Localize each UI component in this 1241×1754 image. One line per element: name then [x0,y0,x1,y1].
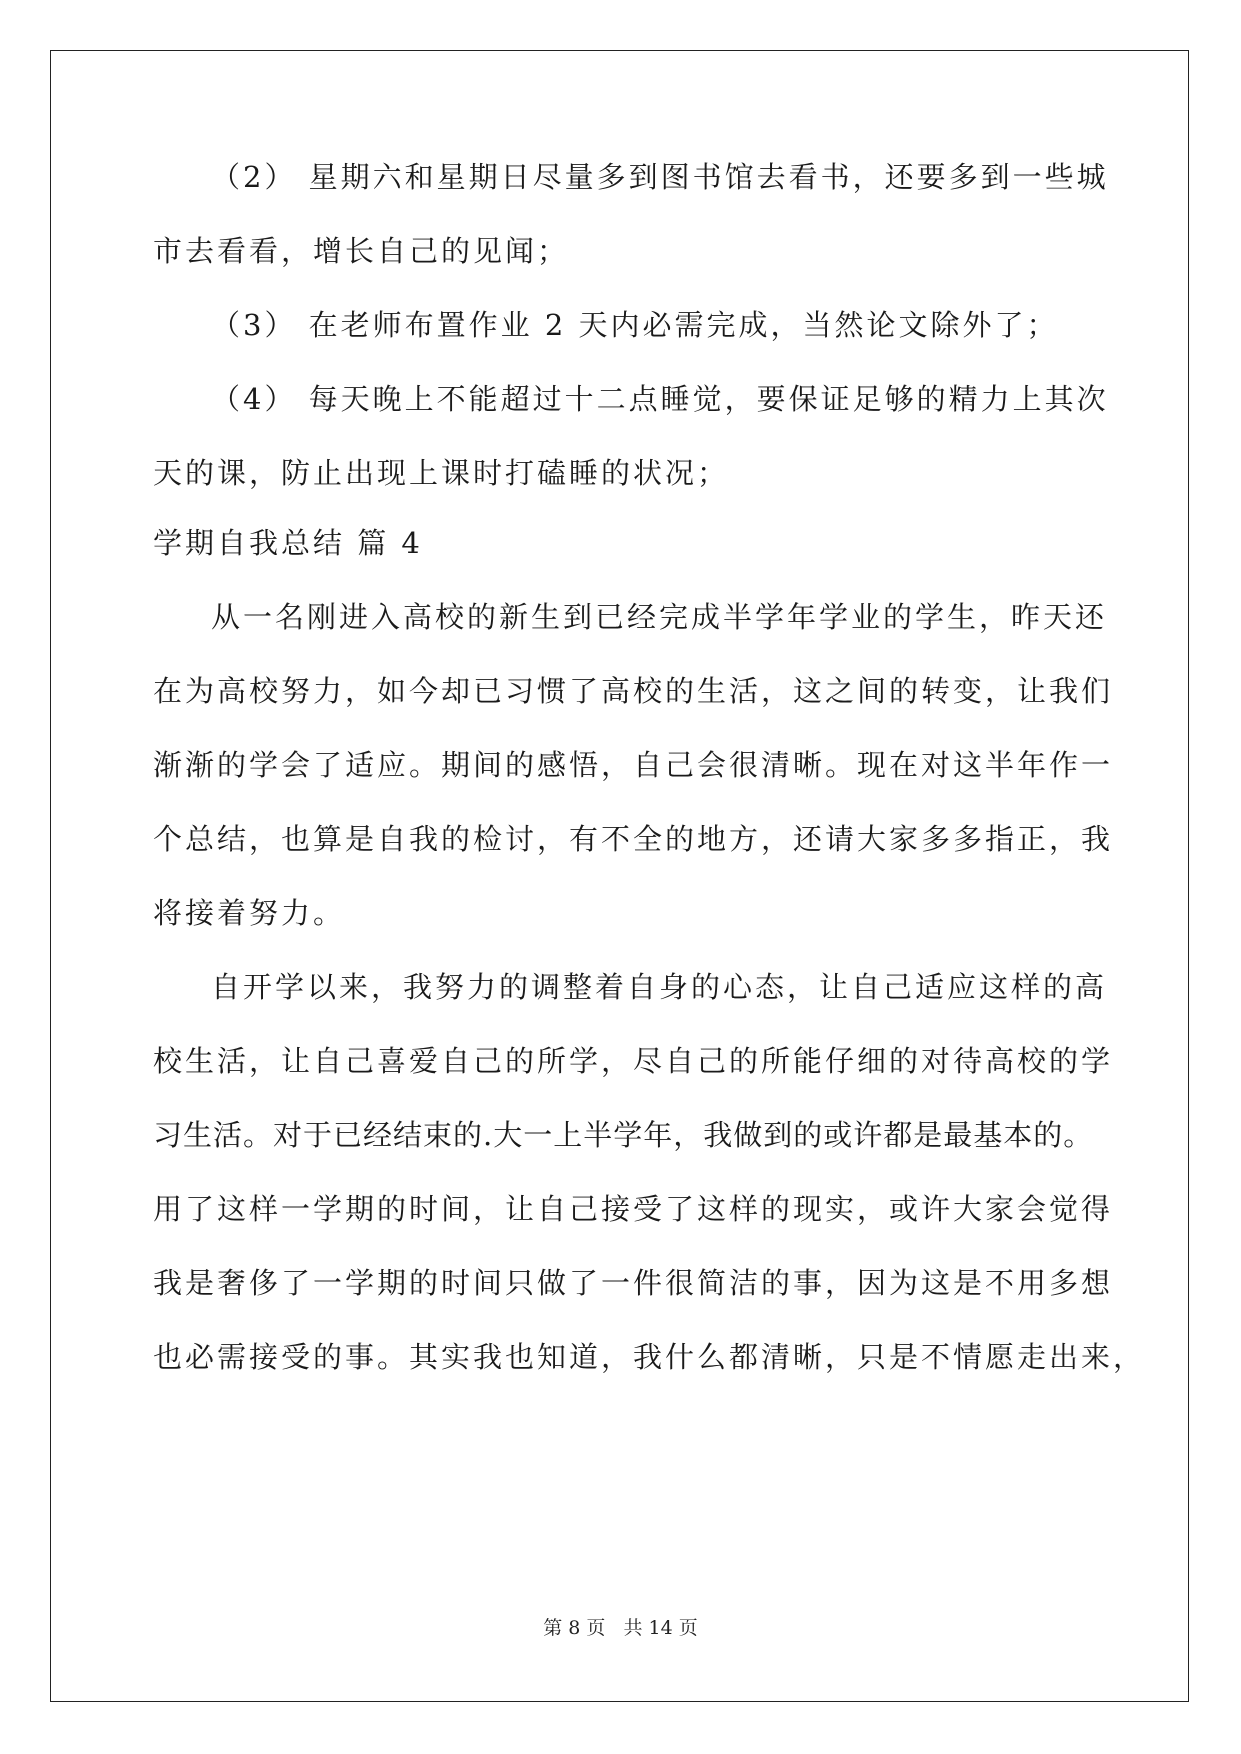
page-footer [0,1613,1241,1640]
page-number: 第 8 页 [543,1617,606,1639]
paragraph-line: 将接着努力。 [153,896,346,930]
paragraph-line: 在为高校努力，如今却已习惯了高校的生活，这之间的转变，让我们 [153,674,1114,708]
paragraph-line: 从一名刚进入高校的新生到已经完成半学年学业的学生，昨天还 [211,600,1108,634]
section-heading: 学期自我总结 篇 4 [153,526,423,560]
page-border [50,50,1189,1702]
paragraph-line: （3） 在老师布置作业 2 天内必需完成，当然论文除外了； [211,308,1059,342]
paragraph-line: 自开学以来，我努力的调整着自身的心态，让自己适应这样的高 [211,970,1108,1004]
paragraph-line: 天的课，防止出现上课时打磕睡的状况； [153,456,730,490]
paragraph-line: 用了这样一学期的时间，让自己接受了这样的现实，或许大家会觉得 [153,1192,1114,1226]
total-pages: 共 14 页 [623,1617,698,1639]
paragraph-line: 习生活。对于已经结束的.大一上半学年，我做到的或许都是最基本的。 [153,1118,1094,1152]
paragraph-line: 渐渐的学会了适应。期间的感悟，自己会很清晰。现在对这半年作一 [153,748,1114,782]
paragraph-line: （4） 每天晚上不能超过十二点睡觉，要保证足够的精力上其次 [211,382,1109,416]
paragraph-line: 校生活，让自己喜爱自己的所学，尽自己的所能仔细的对待高校的学 [153,1044,1114,1078]
paragraph-line: 市去看看，增长自己的见闻； [153,234,570,268]
paragraph-line: 也必需接受的事。其实我也知道，我什么都清晰，只是不情愿走出来， [153,1340,1146,1374]
paragraph-line: 个总结，也算是自我的检讨，有不全的地方，还请大家多多指正，我 [153,822,1114,856]
paragraph-line: 我是奢侈了一学期的时间只做了一件很简洁的事，因为这是不用多想 [153,1266,1114,1300]
paragraph-line: （2） 星期六和星期日尽量多到图书馆去看书，还要多到一些城 [211,160,1109,194]
